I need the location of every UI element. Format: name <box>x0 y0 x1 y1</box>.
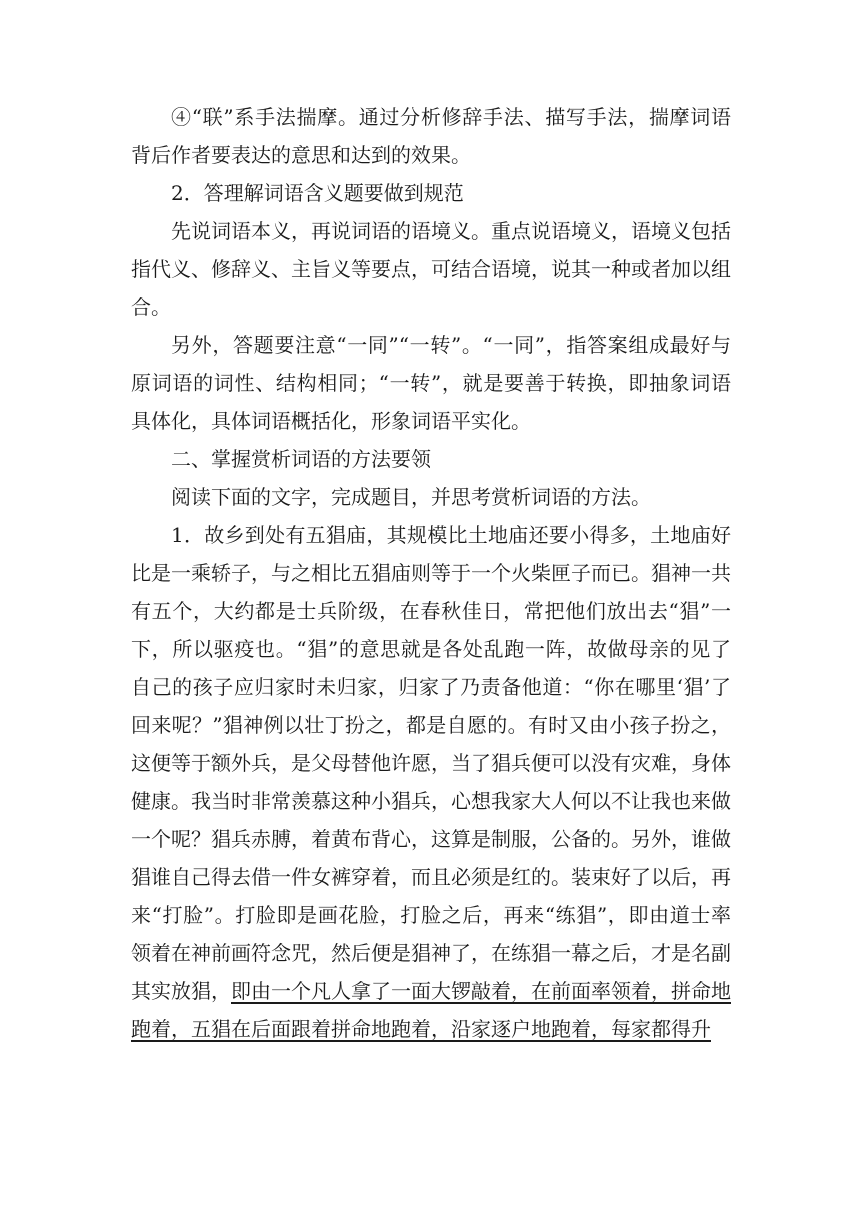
paragraph-method-4: ④“联”系手法揣摩。通过分析修辞手法、描写手法，揣摩词语背后作者要表达的意思和达到的效果。 <box>131 105 731 167</box>
heading-answer-standard: 2．答理解词语含义题要做到规范 <box>171 181 464 205</box>
passage-underlined-text: 即由一个凡人拿了一面大锣敲着，在前面率领着，拼命地跑着，五猖在后面跟着拼命地跑着，沿家逐户地跑着，每家都得升 <box>131 979 731 1041</box>
passage-text: 1．故乡到处有五猖庙，其规模比土地庙还要小得多，土地庙好比是一乘轿子，与之相比五猖庙则等于一个火柴匣子而已。猖神一共有五个，大约都是士兵阶级，在春秋佳日，常把他们放出去“猖”一下，所以驱疫也。“猖”的意思就是各处乱跑一阵，故做母亲的见了自己的孩子应归家时未归家，归家了乃责备他道：“你在哪里‘猖’了回来呢？”猖神例以壮丁扮之，都是自愿的。有时又由小孩子扮之，这便等于额外兵，是父母替他许愿，当了猖兵便可以没有灾难，身体健康。我当时非常羡慕这种小猖兵，心想我家大人何以不让我也来做一个呢？猖兵赤膊，着黄布背心，这算是制服，公备的。另外，谁做猖谁自己得去借一件女裤穿着，而且必须是红的。装束好了以后，再来“打脸”。打脸即是画花脸，打脸之后，再来“练猖”，即由道士率领着在神前画符念咒，然后便是猖神了，在练猖一幕之后，才是名副其实放猖， <box>131 523 731 1003</box>
document-body <box>131 98 731 1048</box>
section-heading-appreciation: 二、掌握赏析词语的方法要领 <box>171 447 431 471</box>
paragraph-instruction: 阅读下面的文字，完成题目，并思考赏析词语的方法。 <box>171 485 651 509</box>
paragraph-one-same-one-turn: 另外，答题要注意“一同”“一转”。“一同”，指答案组成最好与原词语的词性、结构相同；“一转”，就是要善于转换，即抽象词语具体化，具体词语概括化，形象词语平实化。 <box>131 333 731 433</box>
reading-passage <box>131 516 731 1048</box>
paragraph-answer-method: 先说词语本义，再说词语的语境义。重点说语境义，语境义包括指代义、修辞义、主旨义等要点，可结合语境，说其一种或者加以组合。 <box>131 219 731 319</box>
